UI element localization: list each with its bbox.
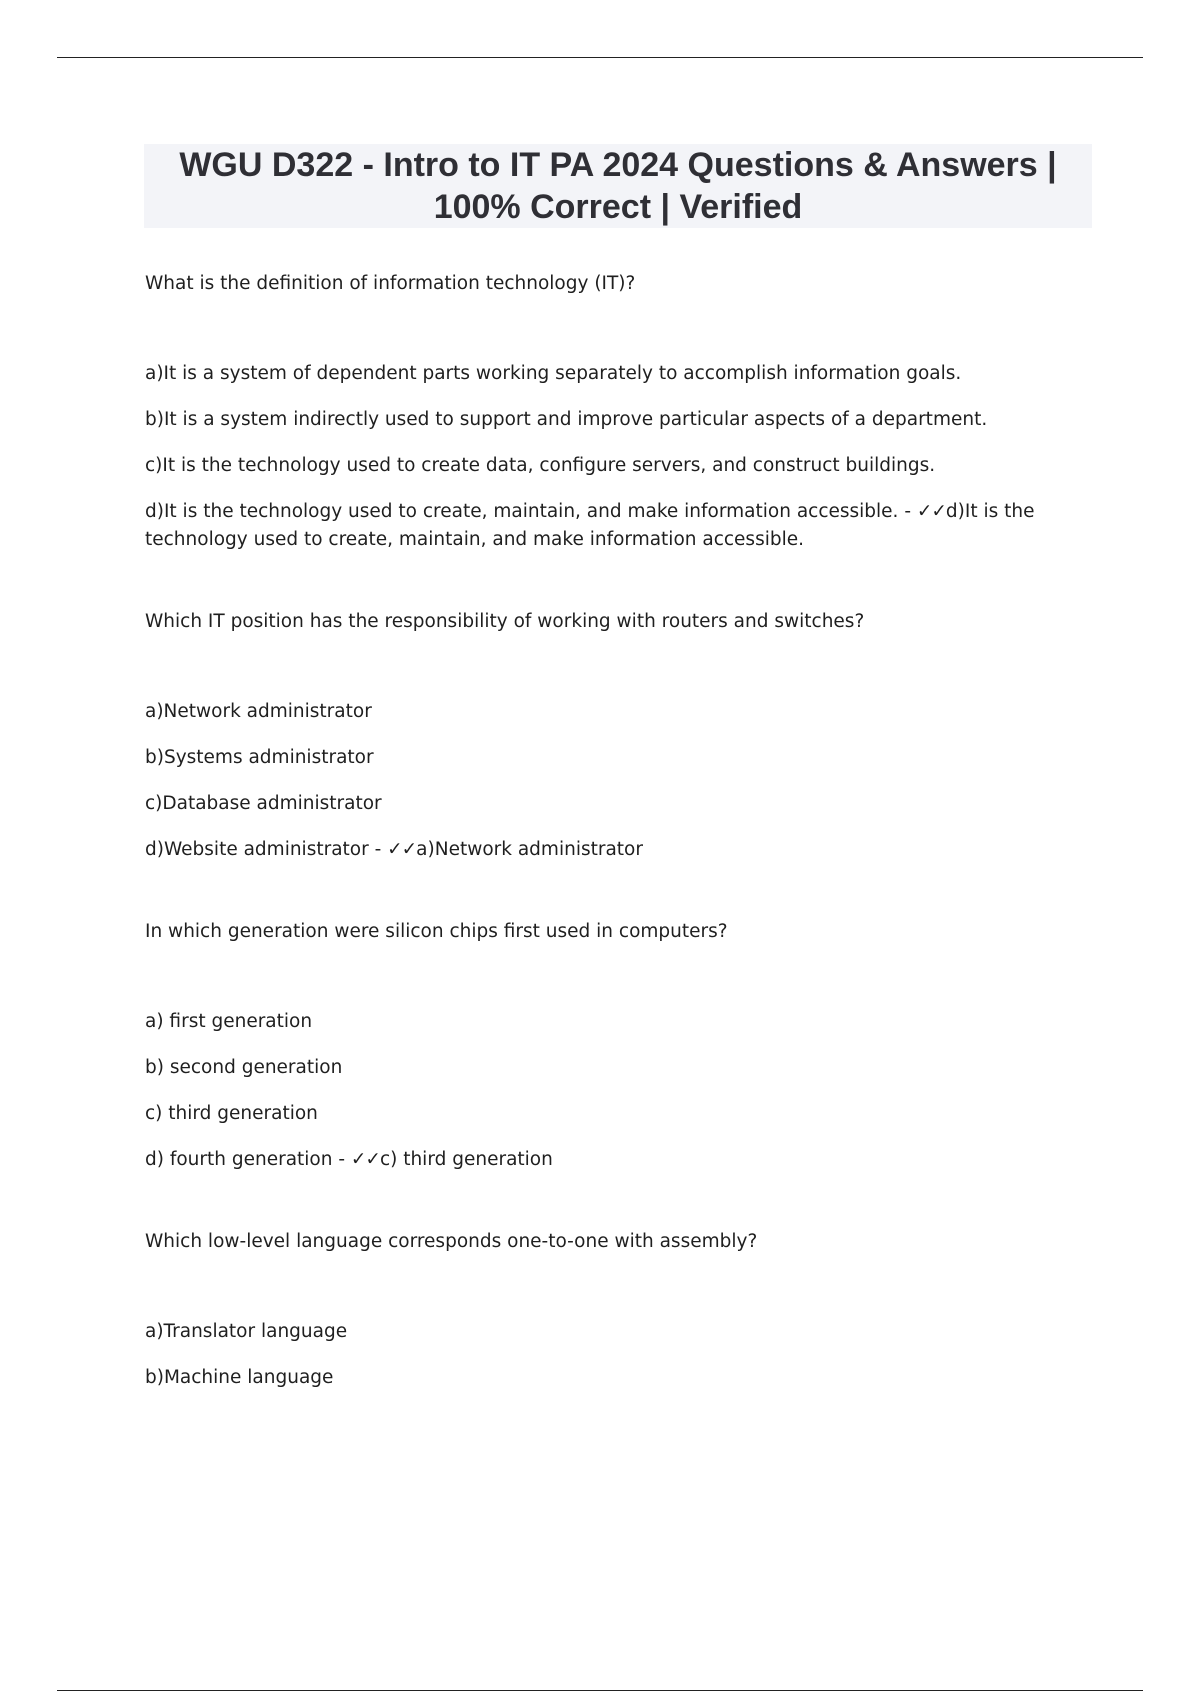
option-c: c)Database administrator (145, 793, 382, 814)
option-a: a) first generation (145, 1011, 313, 1032)
option-d: d)It is the technology used to create, maintain, and make information accessible. - (145, 501, 917, 522)
option-b: b)Systems administrator (145, 747, 374, 768)
option-b: b)It is a system indirectly used to support and improve particular aspects of a department. (145, 409, 988, 430)
top-rule (57, 57, 1143, 58)
options-list (145, 698, 1045, 864)
question-text: Which low-level language corresponds one-to-one with assembly? (145, 1231, 758, 1252)
page-title (144, 144, 1092, 228)
question-block-1 (145, 270, 1045, 554)
option-a: a)Translator language (145, 1321, 348, 1342)
correct-answer: c) third generation (379, 1149, 553, 1170)
option-d-with-answer (145, 1146, 1045, 1174)
qa-content (145, 270, 1045, 1446)
option-b: b)Machine language (145, 1367, 334, 1388)
option-c: c) third generation (145, 1103, 318, 1124)
option-d: d)Website administrator - (145, 839, 388, 860)
question-block-4 (145, 1228, 1045, 1392)
option-a: a)Network administrator (145, 701, 372, 722)
check-mark-icon: ✓✓ (916, 501, 946, 522)
page-title-line2: 100% Correct | Verified (433, 188, 803, 226)
question-block-3 (145, 918, 1045, 1174)
option-a: a)It is a system of dependent parts working separately to accomplish information goals. (145, 363, 962, 384)
question-text: Which IT position has the responsibility of working with routers and switches? (145, 611, 865, 632)
option-d-with-answer (145, 836, 1045, 864)
title-banner (144, 144, 1092, 228)
option-d-with-answer (145, 498, 1045, 554)
question-block-2 (145, 608, 1045, 864)
question-text: In which generation were silicon chips first used in computers? (145, 921, 728, 942)
options-list (145, 1318, 1045, 1392)
option-d: d) fourth generation - (145, 1149, 351, 1170)
options-list (145, 360, 1045, 554)
option-c: c)It is the technology used to create data, configure servers, and construct buildings. (145, 455, 936, 476)
option-b: b) second generation (145, 1057, 343, 1078)
page-title-line1: WGU D322 - Intro to IT PA 2024 Questions & Answers | (179, 146, 1057, 184)
options-list (145, 1008, 1045, 1174)
correct-answer: a)Network administrator (416, 839, 643, 860)
check-mark-icon: ✓✓ (350, 1149, 380, 1170)
correct-answer: d)It is the technology used to create, maintain, and make information accessible. (145, 501, 1035, 550)
bottom-rule (57, 1690, 1143, 1691)
question-text: What is the definition of information technology (IT)? (145, 273, 636, 294)
check-mark-icon: ✓✓ (387, 839, 417, 860)
